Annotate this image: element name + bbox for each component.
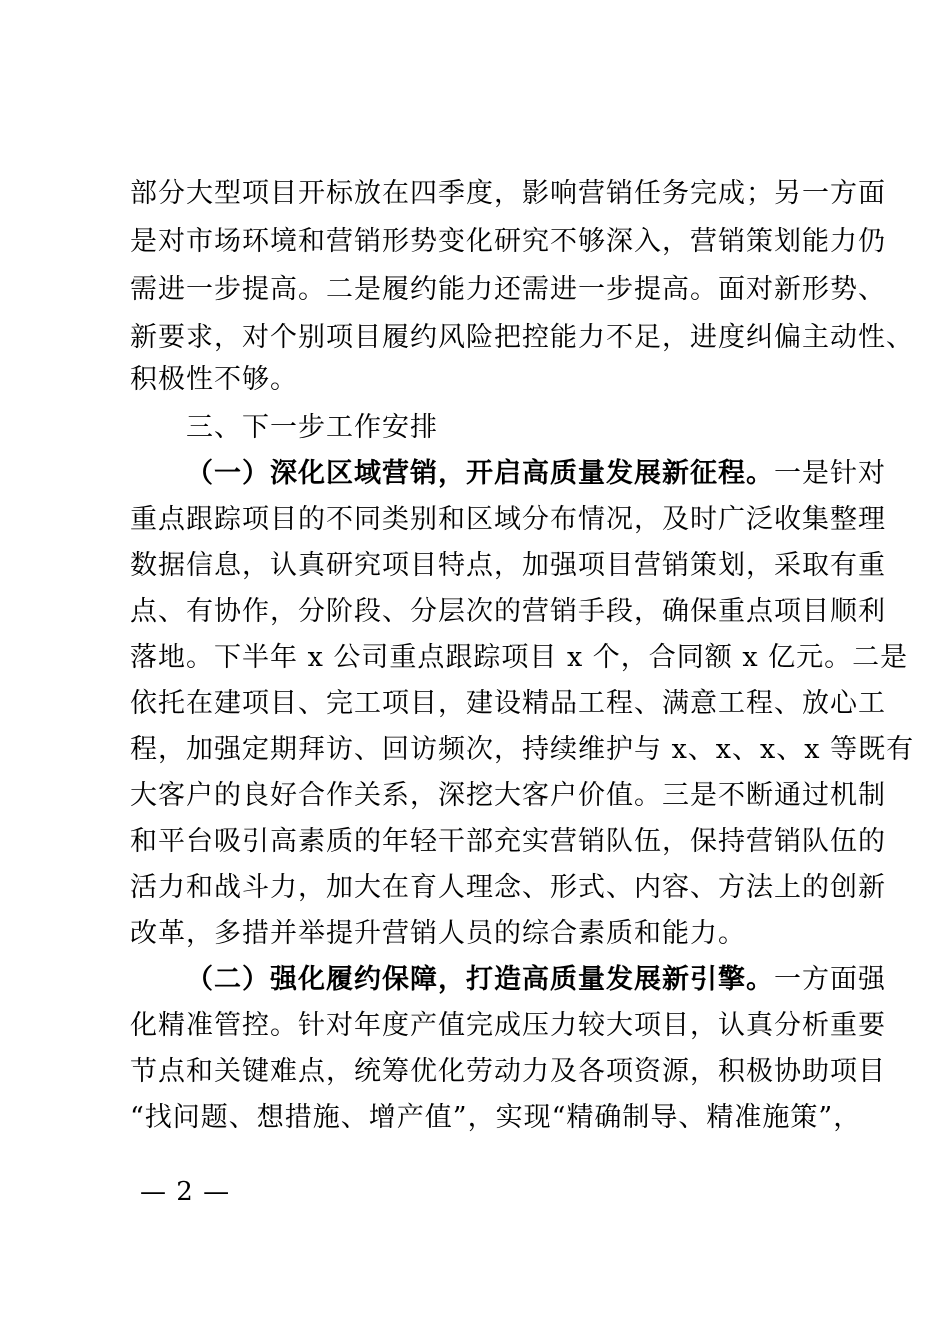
subsection-1-first-line [186,451,886,497]
paragraph-line: 需进一步提高。二是履约能力还需进一步提高。面对新形势、 [130,274,886,305]
paragraph-line: 程，加强定期拜访、回访频次，持续维护与 x、x、x、x 等既有 [130,734,915,765]
section-heading: 三、下一步工作安排 [186,412,438,443]
subsection-1-heading: （一）深化区域营销，开启高质量发展新征程。 [186,458,774,489]
subsection-2-first-tail: 一方面强 [774,964,886,995]
paragraph-line: 化精准管控。针对年度产值完成压力较大项目，认真分析重要 [130,1010,886,1041]
paragraph-line: 部分大型项目开标放在四季度，影响营销任务完成；另一方面 [130,178,886,209]
paragraph-line: 落地。下半年 x 公司重点跟踪项目 x 个，合同额 x 亿元。二是 [130,642,909,673]
paragraph-line: 节点和关键难点，统筹优化劳动力及各项资源，积极协助项目 [130,1056,886,1087]
subsection-2-heading: （二）强化履约保障，打造高质量发展新引擎。 [186,964,774,995]
paragraph-line: 积极性不够。 [130,364,298,395]
paragraph-line: 改革，多措并举提升营销人员的综合素质和能力。 [130,918,746,949]
paragraph-line: 点、有协作，分阶段、分层次的营销手段，确保重点项目顺利 [130,596,886,627]
paragraph-line: 和平台吸引高素质的年轻干部充实营销队伍，保持营销队伍的 [130,826,886,857]
page-number: — 2 — [140,1177,231,1207]
paragraph-line: 活力和战斗力，加大在育人理念、形式、内容、方法上的创新 [130,872,886,903]
paragraph-line: “找问题、想措施、增产值”，实现“精确制导、精准施策”， [130,1102,862,1133]
subsection-2-first-line [186,957,886,1003]
paragraph-line: 数据信息，认真研究项目特点，加强项目营销策划，采取有重 [130,550,886,581]
paragraph-line: 重点跟踪项目的不同类别和区域分布情况，及时广泛收集整理 [130,504,886,535]
paragraph-line: 是对市场环境和营销形势变化研究不够深入，营销策划能力仍 [130,226,886,257]
paragraph-line: 新要求，对个别项目履约风险把控能力不足，进度纠偏主动性、 [130,322,914,353]
paragraph-line: 大客户的良好合作关系，深挖大客户价值。三是不断通过机制 [130,780,886,811]
paragraph-line: 依托在建项目、完工项目，建设精品工程、满意工程、放心工 [130,688,886,719]
subsection-1-first-tail: 一是针对 [774,458,886,489]
